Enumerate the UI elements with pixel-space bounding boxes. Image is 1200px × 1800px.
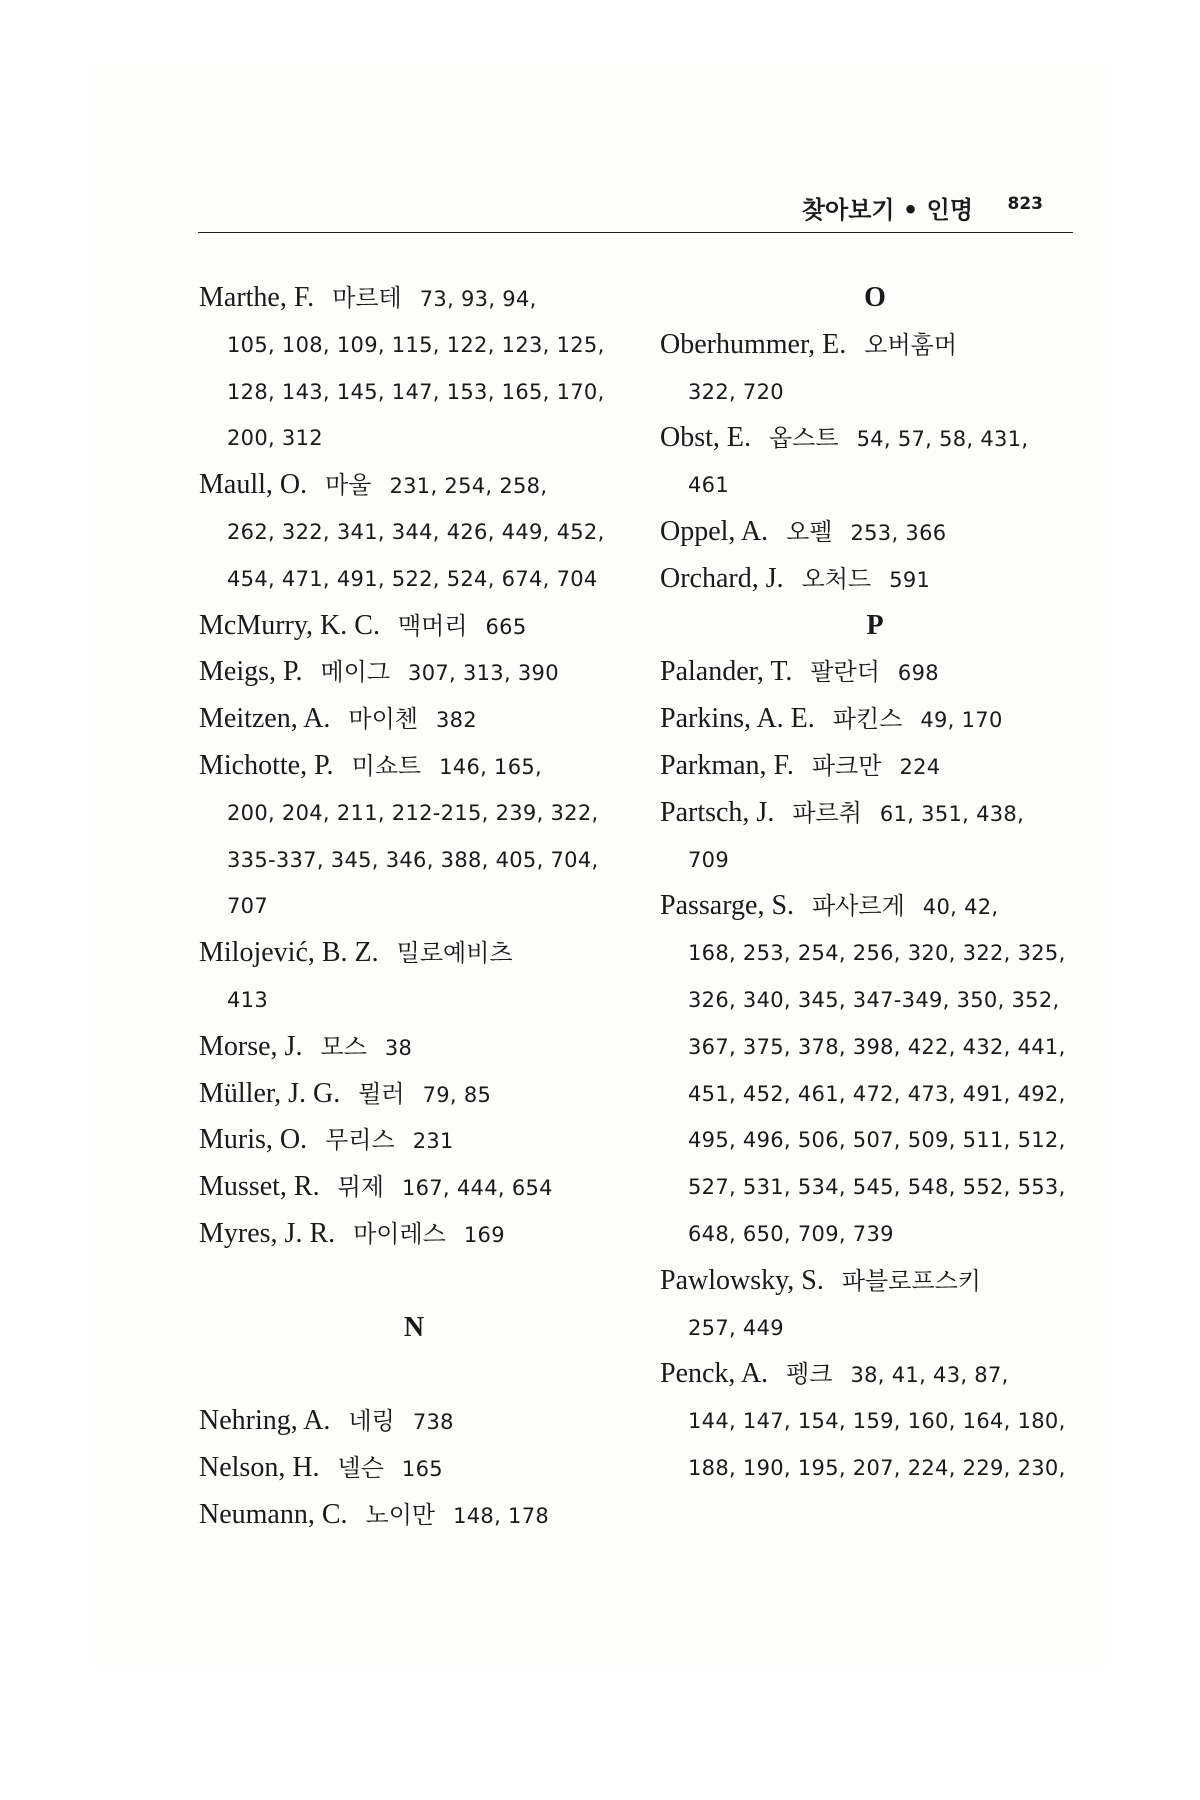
entry-pages: 698: [897, 661, 939, 686]
entry-pages: 307, 313, 390: [408, 661, 559, 686]
index-entry: [660, 696, 1090, 743]
entry-pages-continued: 188, 190, 195, 207, 224, 229, 230,: [688, 1455, 1066, 1480]
entry-pages: 73, 93, 94,: [419, 287, 537, 311]
index-entry: [660, 790, 1090, 837]
entry-korean-name: 노이만: [365, 1500, 436, 1529]
entry-korean-name: 밀로예비츠: [396, 939, 513, 968]
entry-korean-name: 맥머리: [397, 611, 468, 640]
index-entry: [199, 930, 629, 977]
entry-name: Nehring, A.: [199, 1405, 331, 1437]
entry-name: Myres, J. R.: [199, 1217, 336, 1249]
entry-pages-continued: 461: [688, 473, 729, 498]
entry-name: Michotte, P.: [199, 749, 334, 781]
entry-korean-name: 오펠: [786, 517, 833, 546]
entry-pages-continued: 709: [688, 847, 729, 872]
entry-korean-name: 네링: [348, 1407, 395, 1436]
section-spacer: [199, 1351, 629, 1398]
entry-korean-name: 마이첸: [348, 705, 418, 734]
entry-korean-name: 마이레스: [353, 1219, 446, 1248]
index-entry: [660, 1258, 1090, 1305]
entry-pages: 665: [485, 614, 527, 639]
entry-pages-continued: 527, 531, 534, 545, 548, 552, 553,: [688, 1175, 1066, 1200]
entry-pages: 382: [435, 708, 477, 733]
index-entry: [199, 1024, 629, 1071]
entry-name: Milojević, B. Z.: [199, 937, 379, 969]
index-entry: [199, 1117, 629, 1164]
entry-pages-continued: 495, 496, 506, 507, 509, 511, 512,: [688, 1128, 1066, 1153]
entry-pages: 38: [384, 1035, 413, 1060]
entry-korean-name: 팔란더: [810, 658, 880, 687]
index-entry: [660, 1351, 1090, 1398]
index-entry: [199, 649, 629, 696]
section-spacer: [199, 1258, 629, 1305]
entry-pages: 591: [889, 567, 931, 592]
page-number: 823: [1007, 194, 1043, 214]
entry-pages: 231, 254, 258,: [389, 474, 548, 499]
entry-name: Neumann, C.: [199, 1498, 348, 1530]
entry-pages: 148, 178: [453, 1503, 550, 1528]
entry-pages: 231: [412, 1129, 454, 1154]
section-letter: N: [403, 1311, 425, 1343]
index-entry: [199, 1164, 629, 1211]
entry-pages-continued: 322, 720: [688, 379, 784, 404]
entry-pages-continued: 413: [227, 987, 268, 1012]
entry-korean-name: 뮐러: [358, 1079, 405, 1108]
entry-name: Palander, T.: [660, 656, 793, 688]
entry-pages-continued: 335-337, 345, 346, 388, 405, 704,: [227, 847, 599, 872]
entry-pages: 169: [463, 1222, 505, 1247]
entry-name: Musset, R.: [199, 1171, 320, 1203]
entry-name: Oppel, A.: [660, 515, 769, 547]
entry-pages-continued: 707: [227, 894, 268, 919]
section-letter: O: [864, 282, 886, 313]
index-entry: [199, 1398, 629, 1445]
index-entry: [660, 743, 1090, 790]
entry-name: Muris, O.: [199, 1124, 308, 1156]
running-header: [198, 188, 1073, 233]
entry-name: Marthe, F.: [199, 282, 315, 313]
index-entry: [199, 462, 629, 509]
entry-korean-name: 마울: [325, 471, 372, 500]
entry-korean-name: 파사르게: [812, 892, 905, 921]
entry-name: Pawlowsky, S.: [660, 1264, 824, 1296]
entry-pages: 253, 366: [850, 520, 947, 545]
entry-korean-name: 마르테: [332, 284, 402, 312]
entry-name: Meitzen, A.: [199, 703, 331, 735]
entry-pages: 40, 42,: [922, 895, 999, 920]
index-entry: [199, 696, 629, 743]
entry-pages: 167, 444, 654: [401, 1176, 553, 1201]
index-entry: [199, 1071, 629, 1118]
index-entry: [199, 603, 629, 650]
index-entry: [199, 1492, 629, 1539]
entry-name: Passarge, S.: [660, 890, 795, 922]
entry-korean-name: 무리스: [325, 1126, 395, 1155]
index-entry: [199, 743, 629, 790]
entry-pages-continued: 262, 322, 341, 344, 426, 449, 452,: [227, 519, 605, 544]
index-entry: [660, 883, 1090, 930]
entry-name: Parkman, F.: [660, 749, 794, 781]
entry-korean-name: 파블로프스키: [841, 1266, 981, 1295]
entry-korean-name: 오버훔머: [864, 330, 958, 359]
entry-pages-continued: 168, 253, 254, 256, 320, 322, 325,: [688, 941, 1066, 966]
entry-pages: 738: [412, 1410, 454, 1435]
entry-name: Maull, O.: [199, 469, 308, 501]
entry-korean-name: 펭크: [786, 1360, 833, 1389]
entry-pages-continued: 200, 204, 211, 212-215, 239, 322,: [227, 800, 599, 825]
index-entry: [199, 1211, 629, 1258]
entry-pages-continued: 144, 147, 154, 159, 160, 164, 180,: [688, 1409, 1066, 1434]
entry-name: Parkins, A. E.: [660, 703, 815, 735]
entry-name: Morse, J.: [199, 1030, 303, 1062]
index-entry: [660, 415, 1090, 462]
header-title: 찾아보기 • 인명: [801, 196, 973, 224]
index-entry: [199, 1445, 629, 1492]
entry-pages-continued: 454, 471, 491, 522, 524, 674, 704: [227, 566, 598, 591]
entry-name: Nelson, H.: [199, 1451, 320, 1483]
entry-pages-continued: 105, 108, 109, 115, 122, 123, 125,: [227, 332, 605, 357]
entry-pages-continued: 451, 452, 461, 472, 473, 491, 492,: [688, 1081, 1066, 1106]
entry-name: Müller, J. G.: [199, 1077, 341, 1109]
entry-pages: 49, 170: [920, 708, 1003, 733]
entry-korean-name: 모스: [320, 1032, 367, 1061]
entry-name: Penck, A.: [660, 1358, 769, 1390]
entry-name: Meigs, P.: [199, 656, 303, 688]
index-column-right: [660, 275, 1090, 1492]
entry-pages-continued: 128, 143, 145, 147, 153, 165, 170,: [227, 379, 605, 404]
entry-pages-continued: 367, 375, 378, 398, 422, 432, 441,: [688, 1034, 1066, 1059]
entry-pages: 146, 165,: [439, 754, 543, 779]
entry-korean-name: 넬슨: [337, 1453, 384, 1482]
entry-pages: 38, 41, 43, 87,: [850, 1363, 1009, 1388]
entry-korean-name: 파킨스: [832, 705, 903, 734]
entry-pages: 165: [401, 1456, 443, 1481]
entry-pages-continued: 326, 340, 345, 347-349, 350, 352,: [688, 987, 1060, 1012]
index-entry: [660, 556, 1090, 603]
section-letter: P: [866, 609, 884, 641]
index-entry: [660, 509, 1090, 556]
entry-name: Obst, E.: [660, 422, 751, 454]
entry-korean-name: 파르취: [792, 798, 862, 827]
index-column-left: [199, 275, 629, 1539]
entry-name: McMurry, K. C.: [199, 609, 380, 641]
entry-name: Orchard, J.: [660, 562, 784, 594]
entry-pages-continued: 648, 650, 709, 739: [688, 1221, 894, 1246]
entry-korean-name: 옵스트: [769, 424, 839, 453]
entry-pages-continued: 200, 312: [227, 426, 323, 451]
entry-pages: 224: [899, 754, 941, 779]
index-entry: [199, 275, 629, 322]
entry-korean-name: 메이그: [320, 658, 391, 687]
entry-korean-name: 미쇼트: [351, 751, 422, 780]
index-entry: [660, 322, 1090, 369]
entry-pages: 54, 57, 58, 431,: [856, 427, 1029, 452]
index-entry: [660, 649, 1090, 696]
entry-korean-name: 뮈제: [337, 1173, 384, 1202]
entry-pages: 61, 351, 438,: [879, 801, 1025, 826]
entry-pages-continued: 257, 449: [688, 1315, 784, 1340]
entry-name: Partsch, J.: [660, 796, 775, 828]
entry-korean-name: 파크만: [811, 751, 882, 780]
entry-name: Oberhummer, E.: [660, 328, 847, 360]
entry-korean-name: 오처드: [801, 564, 872, 593]
entry-pages: 79, 85: [422, 1082, 492, 1107]
